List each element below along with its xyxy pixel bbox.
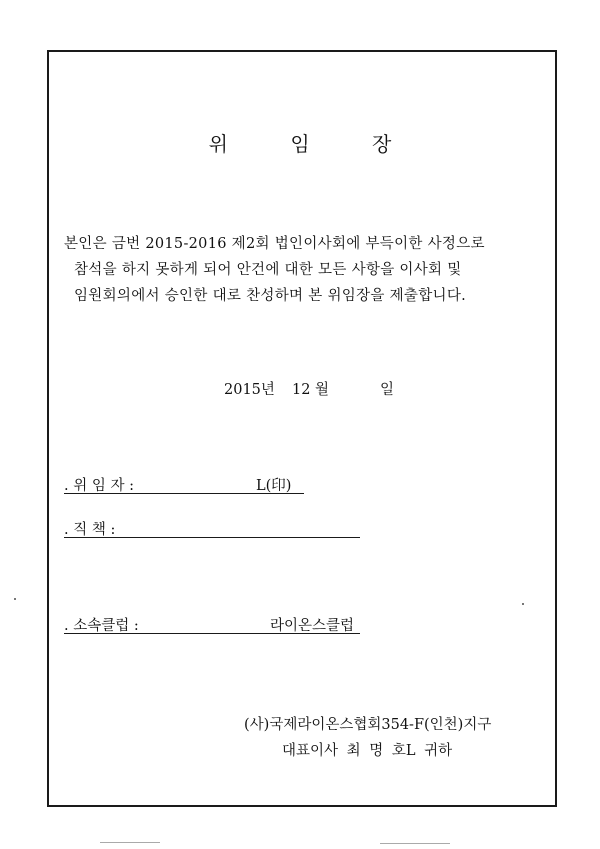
date-year: 2015년 <box>224 382 275 398</box>
scan-speck <box>522 603 524 605</box>
position-underline <box>64 537 360 538</box>
date-row <box>0 378 600 400</box>
body-text-line-1: 본인은 금번 2015-2016 제2회 법인이사회에 부득이한 사정으로 <box>64 236 485 252</box>
recipient-line: 대표이사 최 명 호L 귀하 <box>282 743 453 759</box>
scan-speck <box>100 842 160 843</box>
body-text-line-2: 참석을 하지 못하게 되어 안건에 대한 모든 사항을 이사회 및 <box>74 262 462 278</box>
delegator-field <box>64 474 314 496</box>
body-text-line-3: 임원회의에서 승인한 대로 찬성하며 본 위임장을 제출합니다. <box>74 288 467 304</box>
delegator-label: . 위 임 자 : <box>64 478 134 494</box>
scan-speck <box>14 598 16 600</box>
delegator-underline <box>64 493 304 494</box>
club-underline <box>64 633 360 634</box>
organization-line: (사)국제라이온스협회354-F(인천)지구 <box>244 717 492 733</box>
date-month: 12 월 <box>292 382 330 398</box>
document-title: 위 임 장 <box>208 132 420 156</box>
scan-speck <box>380 843 450 844</box>
delegator-value: L(印) <box>256 478 292 494</box>
club-label: . 소속클럽 : <box>64 618 139 634</box>
position-label: . 직 책 : <box>64 522 116 538</box>
position-field <box>64 518 364 540</box>
date-day: 일 <box>380 382 395 398</box>
club-value: 라이온스클럽 <box>270 618 355 634</box>
club-field <box>64 614 364 636</box>
document-frame <box>47 50 557 807</box>
